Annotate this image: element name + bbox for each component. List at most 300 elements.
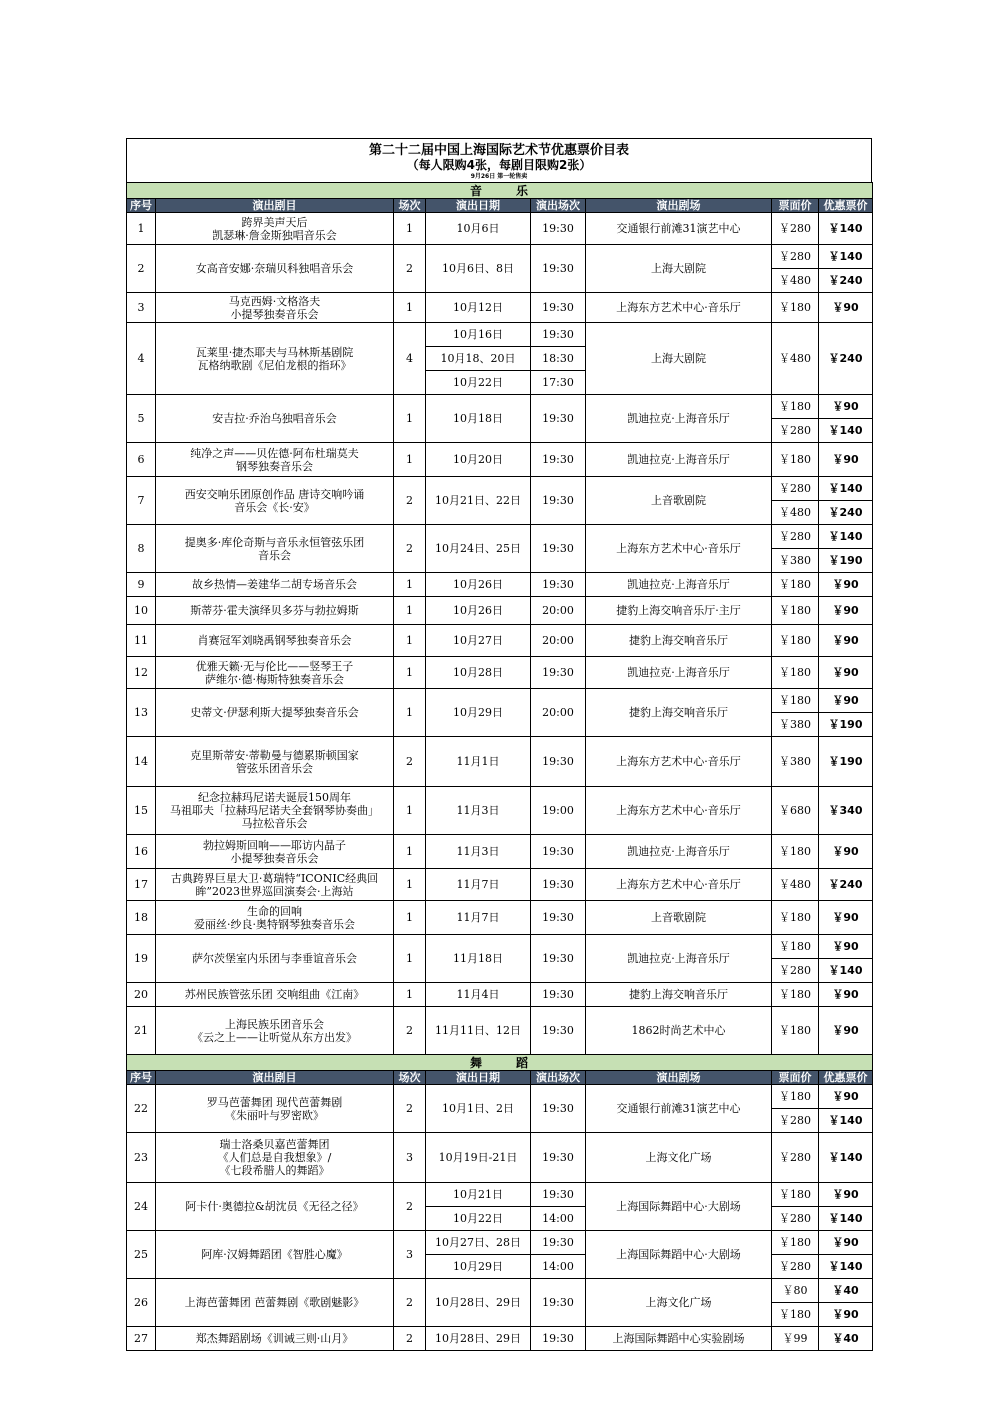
show-title-line: 提奥多·库伦奇斯与音乐永恒管弦乐团: [184, 535, 365, 549]
venue: 交通银行前滩31演艺中心: [586, 1085, 772, 1133]
face-price: ￥180: [772, 1183, 819, 1207]
row-number: 23: [127, 1133, 156, 1183]
show-time: 20:00: [531, 597, 586, 625]
show-date: 10月24日、25日: [426, 525, 531, 573]
show-title-line: 瑞士洛桑贝嘉芭蕾舞团: [219, 1138, 330, 1151]
show-title-line: 萨尔茨堡室内乐团与李垂谊音乐会: [192, 952, 357, 965]
show-date: 11月3日: [426, 835, 531, 869]
venue: 上海东方艺术中心·音乐厅: [586, 869, 772, 901]
show-date: 10月28日、29日: [426, 1327, 531, 1351]
show-title-line: 马拉松音乐会: [241, 817, 308, 830]
discount-price: ￥190: [819, 713, 873, 737]
discount-price: ￥90: [819, 293, 873, 323]
table-row: [127, 443, 873, 477]
section-title: 音乐: [127, 183, 873, 199]
show-title: [156, 983, 394, 1007]
discount-price: ￥140: [819, 419, 873, 443]
table-row: [127, 245, 873, 269]
show-date: 11月7日: [426, 901, 531, 935]
sheet-subtitle: （每人限购4张，每剧目限购2张）: [406, 158, 592, 172]
show-date: 10月29日: [426, 1255, 531, 1279]
show-title-line: 音乐会《长·安》: [234, 500, 315, 514]
show-date: 10月1日、2日: [426, 1085, 531, 1133]
col-time: 演出场次: [531, 199, 586, 213]
performance-count: 1: [394, 573, 426, 597]
face-price: ￥280: [772, 419, 819, 443]
performance-count: 1: [394, 213, 426, 245]
performance-count: 1: [394, 293, 426, 323]
col-count: 场次: [394, 199, 426, 213]
show-title-line: 小提琴独奏音乐会: [230, 307, 319, 321]
show-title-line: 勃拉姆斯回响——耶访内晶子: [203, 838, 346, 852]
show-time: 19:30: [531, 1231, 586, 1255]
show-title-line: 斯蒂芬·霍夫演绎贝多芬与勃拉姆斯: [190, 604, 359, 617]
show-time: 19:30: [531, 1279, 586, 1327]
performance-count: 2: [394, 245, 426, 293]
face-price: ￥280: [772, 1255, 819, 1279]
show-date: 11月4日: [426, 983, 531, 1007]
show-time: 19:30: [531, 737, 586, 787]
show-time: 19:30: [531, 983, 586, 1007]
show-time: 20:00: [531, 625, 586, 657]
show-time: 14:00: [531, 1255, 586, 1279]
discount-price: ￥90: [819, 1231, 873, 1255]
show-title: [156, 835, 394, 869]
discount-price: ￥90: [819, 1303, 873, 1327]
discount-price: ￥90: [819, 395, 873, 419]
discount-price: ￥340: [819, 787, 873, 835]
discount-price: ￥140: [819, 213, 873, 245]
discount-price: ￥90: [819, 573, 873, 597]
sheet-title: 第二十二届中国上海国际艺术节优惠票价目表: [368, 143, 629, 158]
table-row: [127, 1327, 873, 1351]
show-time: 19:30: [531, 935, 586, 983]
venue: 上海东方艺术中心·音乐厅: [586, 293, 772, 323]
face-price: ￥180: [772, 901, 819, 935]
venue: 上海国际舞蹈中心实验剧场: [586, 1327, 772, 1351]
venue: 捷豹上海交响音乐厅: [586, 983, 772, 1007]
face-price: ￥480: [772, 323, 819, 395]
show-time: 19:30: [531, 525, 586, 573]
show-title: [156, 573, 394, 597]
face-price: ￥380: [772, 713, 819, 737]
show-title-line: 纯净之声——贝佐德·阿布杜瑞莫夫: [190, 446, 359, 460]
table-row: [127, 323, 873, 347]
face-price: ￥280: [772, 213, 819, 245]
show-title: [156, 657, 394, 689]
face-price: ￥280: [772, 1207, 819, 1231]
venue: 上海东方艺术中心·音乐厅: [586, 525, 772, 573]
row-number: 11: [127, 625, 156, 657]
discount-price: ￥90: [819, 935, 873, 959]
venue: 捷豹上海交响音乐厅: [586, 689, 772, 737]
col-title: 演出剧目: [156, 199, 394, 213]
section-header: [127, 183, 873, 199]
show-title: [156, 245, 394, 293]
table-row: [127, 213, 873, 245]
show-title-line: 阿库·汉姆舞蹈团《智胜心魔》: [201, 1248, 348, 1261]
show-title-line: 小提琴独奏音乐会: [230, 851, 319, 865]
row-number: 9: [127, 573, 156, 597]
row-number: 7: [127, 477, 156, 525]
show-title-line: 纪念拉赫玛尼诺夫诞辰150周年: [198, 791, 351, 804]
show-date: 11月18日: [426, 935, 531, 983]
performance-count: 1: [394, 869, 426, 901]
show-time: 19:30: [531, 657, 586, 689]
show-title: [156, 1279, 394, 1327]
show-title: [156, 1133, 394, 1183]
discount-price: ￥90: [819, 625, 873, 657]
show-title-line: 跨界美声天后: [241, 215, 308, 229]
discount-price: ￥90: [819, 983, 873, 1007]
show-title-line: 上海民族乐团音乐会: [225, 1017, 324, 1031]
face-price: ￥180: [772, 1231, 819, 1255]
show-title-line: 故乡热情—姜建华二胡专场音乐会: [192, 578, 357, 591]
col-title: 演出剧目: [156, 1071, 394, 1085]
table-row: [127, 1007, 873, 1055]
performance-count: 1: [394, 625, 426, 657]
venue: 捷豹上海交响音乐厅·主厅: [586, 597, 772, 625]
show-time: 14:00: [531, 1207, 586, 1231]
discount-price: ￥140: [819, 525, 873, 549]
show-date: 10月27日: [426, 625, 531, 657]
discount-price: ￥90: [819, 1183, 873, 1207]
face-price: ￥180: [772, 657, 819, 689]
show-title: [156, 323, 394, 395]
table-row: [127, 935, 873, 959]
row-number: 22: [127, 1085, 156, 1133]
show-title-line: 肖赛冠军刘晓禹钢琴独奏音乐会: [197, 634, 352, 647]
venue: 上海文化广场: [586, 1279, 772, 1327]
show-time: 19:30: [531, 1133, 586, 1183]
show-date: 10月26日: [426, 597, 531, 625]
table-row: [127, 983, 873, 1007]
row-number: 19: [127, 935, 156, 983]
show-date: 10月6日: [426, 213, 531, 245]
face-price: ￥280: [772, 1109, 819, 1133]
show-title: [156, 395, 394, 443]
venue: 1862时尚艺术中心: [586, 1007, 772, 1055]
venue: 上海东方艺术中心·音乐厅: [586, 737, 772, 787]
show-title-line: 萨维尔·德·梅斯特独奏音乐会: [205, 672, 344, 686]
table-row: [127, 395, 873, 419]
row-number: 12: [127, 657, 156, 689]
show-title-line: 钢琴独奏音乐会: [236, 459, 313, 473]
row-number: 21: [127, 1007, 156, 1055]
row-number: 5: [127, 395, 156, 443]
face-price: ￥180: [772, 443, 819, 477]
performance-count: 2: [394, 1327, 426, 1351]
face-price: ￥180: [772, 689, 819, 713]
face-price: ￥180: [772, 835, 819, 869]
show-title-line: 瓦莱里·捷杰耶夫与马林斯基剧院: [195, 345, 354, 359]
show-title-line: 马克西姆·文格洛夫: [228, 294, 321, 308]
col-discount-price: 优惠票价: [819, 199, 873, 213]
show-time: 19:30: [531, 1183, 586, 1207]
face-price: ￥280: [772, 477, 819, 501]
show-title: [156, 869, 394, 901]
show-title-line: 《人们总是自我想象》/: [217, 1151, 332, 1164]
show-time: 19:30: [531, 1007, 586, 1055]
table-row: [127, 573, 873, 597]
discount-price: ￥90: [819, 835, 873, 869]
show-title-line: 生命的回响: [247, 904, 302, 918]
show-title-line: 音乐会: [258, 548, 291, 562]
table-row: [127, 787, 873, 835]
col-count: 场次: [394, 1071, 426, 1085]
discount-price: ￥90: [819, 597, 873, 625]
performance-count: 2: [394, 477, 426, 525]
table-row: [127, 657, 873, 689]
show-title-line: 古典跨界巨星大卫·葛瑞特“ICONIC经典回: [170, 871, 379, 885]
row-number: 6: [127, 443, 156, 477]
sale-note: 9月26日 第一轮售卖: [470, 173, 528, 180]
performance-count: 3: [394, 1231, 426, 1279]
table-row: [127, 477, 873, 501]
performance-count: 1: [394, 983, 426, 1007]
show-title-line: 阿卡什·奥德拉&胡沈员《无径之径》: [185, 1200, 364, 1213]
show-title: [156, 525, 394, 573]
row-number: 13: [127, 689, 156, 737]
section-title: 舞蹈: [127, 1055, 873, 1071]
discount-price: ￥140: [819, 1255, 873, 1279]
show-title: [156, 597, 394, 625]
show-date: 10月22日: [426, 371, 531, 395]
show-title: [156, 1231, 394, 1279]
show-title-line: 管弦乐团音乐会: [236, 761, 313, 775]
discount-price: ￥190: [819, 549, 873, 573]
row-number: 25: [127, 1231, 156, 1279]
venue: 凯迪拉克·上海音乐厅: [586, 573, 772, 597]
show-time: 19:30: [531, 835, 586, 869]
show-title-line: 《七段希腊人的舞蹈》: [219, 1164, 330, 1177]
discount-price: ￥240: [819, 869, 873, 901]
table-row: [127, 1279, 873, 1303]
table-row: [127, 901, 873, 935]
show-title: [156, 737, 394, 787]
col-no: 序号: [127, 199, 156, 213]
show-date: 10月21日、22日: [426, 477, 531, 525]
face-price: ￥280: [772, 245, 819, 269]
discount-price: ￥90: [819, 1085, 873, 1109]
venue: 上海大剧院: [586, 323, 772, 395]
show-time: 19:30: [531, 573, 586, 597]
row-number: 26: [127, 1279, 156, 1327]
face-price: ￥280: [772, 525, 819, 549]
venue: 凯迪拉克·上海音乐厅: [586, 443, 772, 477]
face-price: ￥480: [772, 269, 819, 293]
face-price: ￥680: [772, 787, 819, 835]
performance-count: 2: [394, 1007, 426, 1055]
face-price: ￥380: [772, 549, 819, 573]
row-number: 4: [127, 323, 156, 395]
show-title: [156, 689, 394, 737]
show-title: [156, 213, 394, 245]
table-row: [127, 869, 873, 901]
face-price: ￥99: [772, 1327, 819, 1351]
face-price: ￥180: [772, 597, 819, 625]
discount-price: ￥90: [819, 657, 873, 689]
row-number: 3: [127, 293, 156, 323]
show-title: [156, 1327, 394, 1351]
show-title-line: 优雅天籁·无与伦比——竖琴王子: [195, 659, 354, 673]
show-title: [156, 787, 394, 835]
face-price: ￥180: [772, 573, 819, 597]
face-price: ￥180: [772, 395, 819, 419]
discount-price: ￥240: [819, 269, 873, 293]
table-row: [127, 597, 873, 625]
show-time: 19:30: [531, 869, 586, 901]
row-number: 20: [127, 983, 156, 1007]
show-title: [156, 443, 394, 477]
performance-count: 1: [394, 597, 426, 625]
show-date: 10月21日: [426, 1183, 531, 1207]
venue: 捷豹上海交响音乐厅: [586, 625, 772, 657]
show-title: [156, 901, 394, 935]
performance-count: 1: [394, 657, 426, 689]
show-date: 11月1日: [426, 737, 531, 787]
show-time: 19:30: [531, 901, 586, 935]
venue: 上音歌剧院: [586, 901, 772, 935]
venue: 上海国际舞蹈中心·大剧场: [586, 1231, 772, 1279]
table-row: [127, 293, 873, 323]
venue: 交通银行前滩31演艺中心: [586, 213, 772, 245]
show-title: [156, 935, 394, 983]
face-price: ￥180: [772, 625, 819, 657]
col-face-price: 票面价: [772, 1071, 819, 1085]
show-date: 10月20日: [426, 443, 531, 477]
face-price: ￥380: [772, 737, 819, 787]
face-price: ￥480: [772, 869, 819, 901]
performance-count: 2: [394, 1183, 426, 1231]
show-title-line: 《朱丽叶与罗密欧》: [225, 1108, 324, 1122]
show-time: 18:30: [531, 347, 586, 371]
performance-count: 1: [394, 395, 426, 443]
price-sheet: [126, 138, 872, 1351]
table-row: [127, 525, 873, 549]
show-date: 10月22日: [426, 1207, 531, 1231]
discount-price: ￥140: [819, 959, 873, 983]
row-number: 27: [127, 1327, 156, 1351]
discount-price: ￥140: [819, 1109, 873, 1133]
show-date: 10月29日: [426, 689, 531, 737]
col-face-price: 票面价: [772, 199, 819, 213]
performance-count: 1: [394, 689, 426, 737]
venue: 上海东方艺术中心·音乐厅: [586, 787, 772, 835]
performance-count: 2: [394, 1279, 426, 1327]
performance-count: 1: [394, 901, 426, 935]
discount-price: ￥40: [819, 1279, 873, 1303]
row-number: 10: [127, 597, 156, 625]
performance-count: 2: [394, 525, 426, 573]
show-title: [156, 1007, 394, 1055]
row-number: 18: [127, 901, 156, 935]
show-time: 19:30: [531, 323, 586, 347]
show-time: 19:30: [531, 443, 586, 477]
discount-price: ￥90: [819, 689, 873, 713]
venue: 凯迪拉克·上海音乐厅: [586, 835, 772, 869]
show-date: 10月6日、8日: [426, 245, 531, 293]
show-date: 10月19日-21日: [426, 1133, 531, 1183]
show-title: [156, 625, 394, 657]
row-number: 15: [127, 787, 156, 835]
show-title-line: 爱丽丝·纱良·奥特钢琴独奏音乐会: [194, 917, 355, 931]
performance-count: 2: [394, 737, 426, 787]
show-title-line: 眸”2023世界巡回演奏会·上海站: [195, 884, 354, 898]
show-date: 11月11日、12日: [426, 1007, 531, 1055]
show-date: 10月26日: [426, 573, 531, 597]
row-number: 1: [127, 213, 156, 245]
col-discount-price: 优惠票价: [819, 1071, 873, 1085]
row-number: 24: [127, 1183, 156, 1231]
show-title-line: 苏州民族管弦乐团 交响组曲《江南》: [184, 988, 365, 1001]
row-number: 14: [127, 737, 156, 787]
show-time: 19:30: [531, 477, 586, 525]
section-header: [127, 1055, 873, 1071]
show-title: [156, 1085, 394, 1133]
performance-count: 4: [394, 323, 426, 395]
face-price: ￥280: [772, 1133, 819, 1183]
face-price: ￥280: [772, 959, 819, 983]
show-date: 10月18日: [426, 395, 531, 443]
discount-price: ￥140: [819, 477, 873, 501]
show-time: 19:30: [531, 1327, 586, 1351]
show-date: 10月12日: [426, 293, 531, 323]
show-time: 19:30: [531, 213, 586, 245]
performance-count: 1: [394, 443, 426, 477]
face-price: ￥180: [772, 293, 819, 323]
venue: 上音歌剧院: [586, 477, 772, 525]
show-title-line: 凯瑟琳·詹金斯独唱音乐会: [212, 228, 337, 242]
discount-price: ￥140: [819, 245, 873, 269]
discount-price: ￥90: [819, 1007, 873, 1055]
show-title-line: 瓦格纳歌剧《尼伯龙根的指环》: [197, 358, 352, 372]
col-date: 演出日期: [426, 199, 531, 213]
face-price: ￥180: [772, 1303, 819, 1327]
performance-count: 1: [394, 835, 426, 869]
show-time: 19:30: [531, 395, 586, 443]
show-time: 19:00: [531, 787, 586, 835]
show-date: 10月16日: [426, 323, 531, 347]
show-title-line: 郑杰舞蹈剧场《训诫三则·山月》: [195, 1332, 354, 1345]
venue: 上海国际舞蹈中心·大剧场: [586, 1183, 772, 1231]
table-row: [127, 625, 873, 657]
table-row: [127, 1133, 873, 1183]
col-date: 演出日期: [426, 1071, 531, 1085]
row-number: 2: [127, 245, 156, 293]
discount-price: ￥240: [819, 323, 873, 395]
show-title-line: 上海芭蕾舞团 芭蕾舞剧《歌剧魅影》: [184, 1296, 365, 1309]
show-title: [156, 293, 394, 323]
table-row: [127, 1183, 873, 1207]
discount-price: ￥190: [819, 737, 873, 787]
face-price: ￥80: [772, 1279, 819, 1303]
show-title-line: 《云之上——让听觉从东方出发》: [192, 1030, 357, 1044]
discount-price: ￥90: [819, 443, 873, 477]
sheet-header: [126, 138, 872, 182]
show-title-line: 女高音安娜·奈瑞贝科独唱音乐会: [195, 262, 354, 275]
face-price: ￥180: [772, 983, 819, 1007]
show-title-line: 西安交响乐团原创作品 唐诗交响吟诵: [184, 487, 365, 501]
performance-count: 1: [394, 787, 426, 835]
show-date: 11月7日: [426, 869, 531, 901]
col-venue: 演出剧场: [586, 199, 772, 213]
col-no: 序号: [127, 1071, 156, 1085]
face-price: ￥180: [772, 935, 819, 959]
show-date: 10月28日: [426, 657, 531, 689]
col-venue: 演出剧场: [586, 1071, 772, 1085]
discount-price: ￥140: [819, 1207, 873, 1231]
